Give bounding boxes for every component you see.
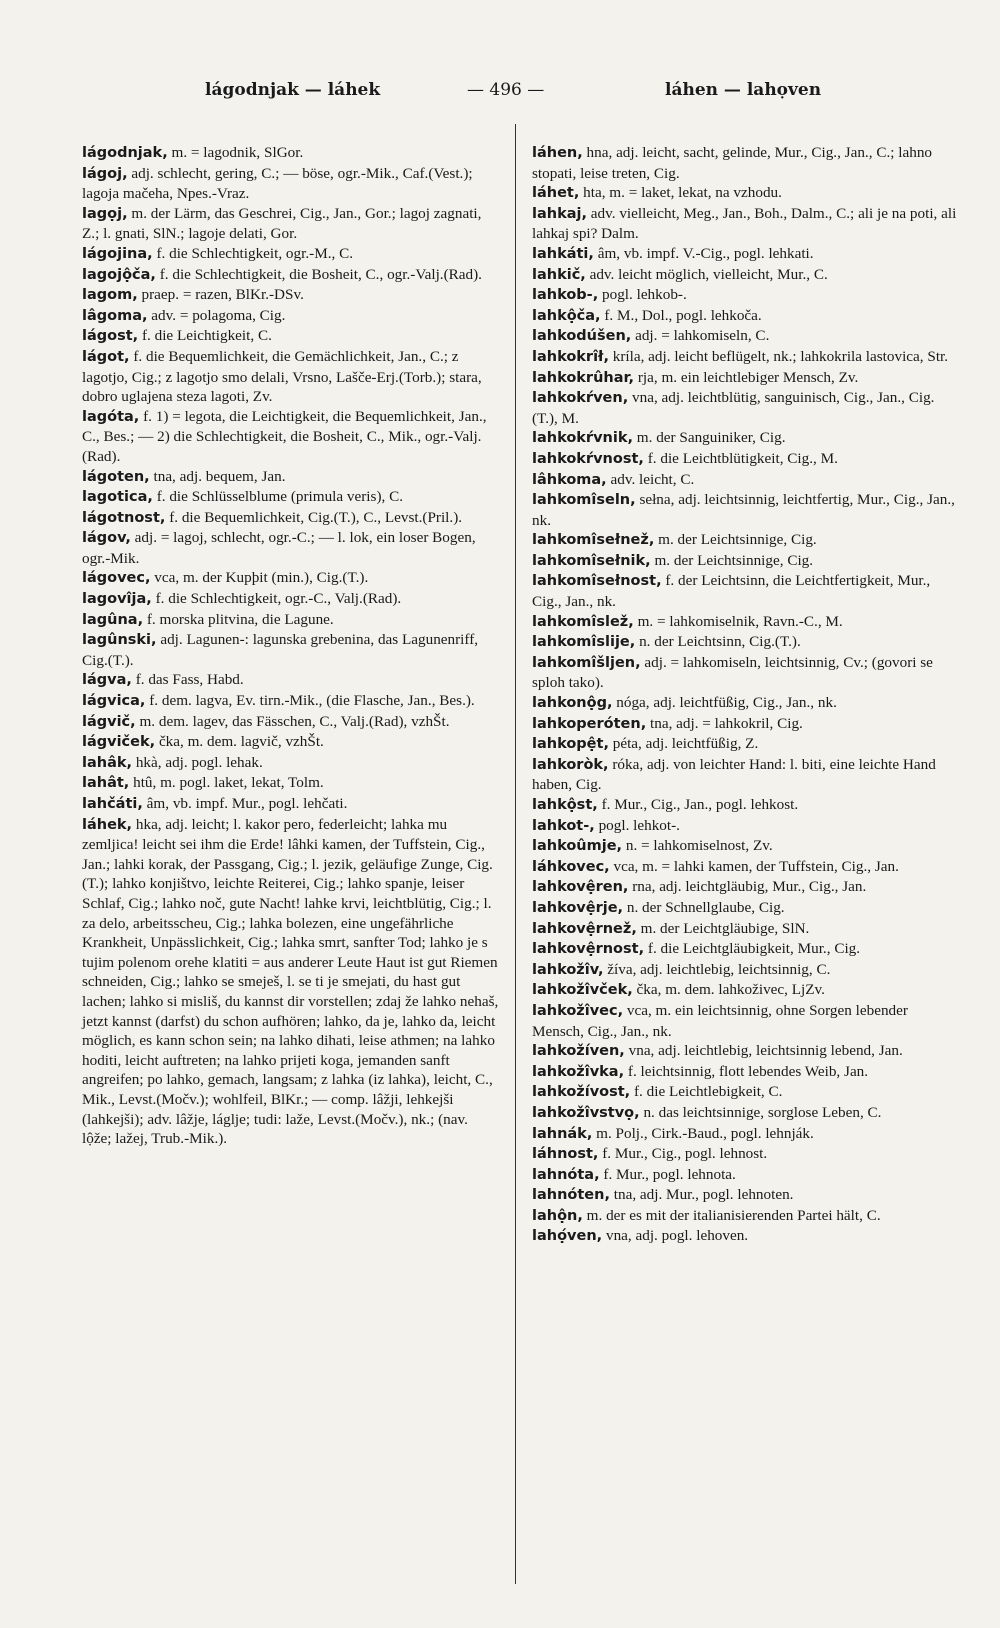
entry-definition: f. Mur., pogl. lehnota.: [599, 1165, 736, 1183]
headword: lahkoperóten,: [532, 715, 647, 732]
dictionary-entry: [532, 1206, 957, 1227]
entry-definition: vna, adj. leichtblütig, sanguinisch, Cig., Jan., Cig.(T.), M.: [532, 389, 935, 427]
dictionary-entry: [82, 712, 500, 733]
headword: lahkomîsełnik,: [532, 552, 651, 569]
headword: lágodnjak,: [82, 145, 168, 161]
entry-definition: hkà, adj. pogl. lehak.: [132, 753, 263, 771]
dictionary-entry: [532, 265, 957, 286]
headword: lahkomîsełnost,: [532, 573, 662, 590]
entry-definition: rna, adj. leichtgläubig, Mur., Cig., Jan.: [628, 878, 867, 896]
entry-definition: tna, adj. bequem, Jan.: [149, 467, 286, 485]
headword: lahkovệren,: [532, 879, 629, 896]
headword: lahât,: [82, 775, 130, 792]
dictionary-entry: [532, 1144, 957, 1165]
headword: lahkomîšljen,: [532, 654, 641, 671]
page-header: [205, 80, 835, 106]
headword: lágvič,: [82, 713, 136, 730]
entry-definition: f. der Leichtsinn, die Leichtfertigkeit, Mur., Cig., Jan., nk.: [532, 572, 931, 611]
entry-definition: hna, adj. leicht, sacht, gelinde, Mur., Cig., Jan., C.; lahno stopati, leise treten, Cig.: [532, 144, 933, 182]
dictionary-entry: [532, 388, 957, 428]
dictionary-entry: [82, 306, 500, 327]
dictionary-entry: [532, 1226, 957, 1247]
entry-definition: f. die Schlechtigkeit, die Bosheit, C., ogr.-Valj.(Rad).: [155, 265, 482, 283]
dictionary-entry: [532, 530, 957, 551]
entry-definition: n. das leichtsinnige, sorglose Leben, C.: [639, 1103, 882, 1121]
entry-definition: adv. = polagoma, Cig.: [147, 306, 286, 324]
headword: lagotica,: [82, 489, 153, 506]
dictionary-entry: [82, 630, 500, 670]
headword: lahkot-,: [532, 817, 595, 834]
headword: láhet,: [532, 185, 580, 202]
headword: lagûnski,: [82, 632, 157, 649]
entry-definition: f. morska plitvina, die Lagune.: [143, 610, 334, 628]
dictionary-entry: [532, 653, 957, 693]
entry-definition: čka, m. dem. lagvič, vzhŠt.: [155, 733, 324, 751]
entry-definition: f. Mur., Cig., pogl. lehnost.: [598, 1145, 768, 1163]
column-divider: [515, 124, 516, 1584]
entry-definition: f. Mur., Cig., Jan., pogl. lehkost.: [597, 796, 799, 813]
entry-definition: adj. Lagunen-: lagunska grebenina, das Lagunenriff, Cig.(T.).: [82, 631, 479, 669]
headword: lágovec,: [82, 570, 151, 587]
headword: láhen,: [532, 145, 583, 161]
page-number: — 496 —: [467, 80, 545, 100]
dictionary-entry: [532, 285, 957, 306]
headword: lahkovệrnost,: [532, 941, 645, 958]
headword: lâgoma,: [82, 307, 148, 324]
headword: lahkomîseln,: [532, 492, 636, 509]
entry-definition: m. der Leichtsinnige, Cig.: [650, 551, 814, 569]
headword: láhek,: [82, 816, 133, 833]
dictionary-entry: [532, 1082, 957, 1103]
headword: lagom,: [82, 287, 138, 304]
dictionary-entry: [82, 326, 500, 347]
dictionary-entry: [532, 734, 957, 755]
headword: lahkovệrnež,: [532, 920, 637, 937]
headword: lágoten,: [82, 468, 150, 485]
dictionary-entry: [82, 732, 500, 753]
entry-definition: f. das Fass, Habd.: [131, 671, 244, 689]
headword: lahkonộg,: [532, 695, 613, 712]
dictionary-entry: [532, 1165, 957, 1186]
entry-definition: f. die Leichtlebigkeit, C.: [630, 1083, 783, 1101]
headword: lagọj,: [82, 205, 128, 222]
entry-definition: adv. leicht, C.: [606, 470, 695, 488]
entry-definition: m. der es mit der italianisierenden Partei hält, C.: [582, 1206, 881, 1224]
left-column: [82, 143, 500, 1149]
headword: lagûna,: [82, 611, 144, 628]
headword: lahkodúšen,: [532, 328, 632, 345]
entry-definition: f. M., Dol., pogl. lehkoča.: [600, 306, 762, 324]
entry-definition: vca, m. ein leichtsinnig, ohne Sorgen lebender Mensch, Cig., Jan., nk.: [532, 1001, 908, 1040]
entry-definition: adj. schlecht, gering, C.; — böse, ogr.-Mik., Caf.(Vest.); lagoja mačeha, Npes.-Vraz.: [82, 164, 473, 203]
headword: lahkožîvka,: [532, 1063, 625, 1080]
entry-definition: m. der Sanguiniker, Cig.: [632, 429, 786, 447]
headword: láhnost,: [532, 1146, 599, 1163]
headword: lahkoûmje,: [532, 838, 623, 855]
entry-definition: čka, m. dem. lahkoživec, LjZv.: [632, 981, 825, 999]
headword: lahkomîslije,: [532, 634, 636, 651]
header-right-guide-words: láhen — lahọven: [665, 80, 822, 100]
dictionary-entry: [532, 244, 957, 265]
headword: lahkokŕvnost,: [532, 450, 644, 467]
headword: lágoj,: [82, 165, 128, 182]
entry-definition: vca, m. = lahki kamen, der Tuffstein, Cig., Jan.: [609, 857, 899, 875]
entry-definition: sełna, adj. leichtsinnig, leichtfertig, Mur., Cig., Jan., nk.: [532, 491, 955, 529]
entry-definition: f. die Leichtgläubigkeit, Mur., Cig.: [644, 940, 861, 958]
dictionary-entry: [532, 939, 957, 960]
headword: lagojộča,: [82, 266, 156, 283]
dictionary-entry: [82, 204, 500, 244]
dictionary-entry: [532, 490, 957, 530]
entry-definition: f. die Bequemlichkeit, die Gemächlichkeit, Jan., C.; z lagotjo, Cig.; z lagotjo smo delali, Vrsno, Lašče-Erj.(Torb.); stara, dobro uglajena steza lagoti, Zv.: [82, 347, 482, 406]
entry-definition: m. der Leichtsinnige, Cig.: [654, 531, 817, 549]
dictionary-entry: [532, 795, 957, 816]
dictionary-entry: [532, 368, 957, 389]
entry-definition: vca, m. der Kupþit (min.), Cig.(T.).: [150, 569, 369, 587]
headword: lahkožîvec,: [532, 1002, 624, 1019]
headword: lahkộst,: [532, 797, 598, 813]
entry-definition: m. der Lärm, das Geschrei, Cig., Jan., Gor.; lagoj zagnati, Z.; l. gnati, SlN.; lagoje delati, Gor.: [82, 204, 482, 243]
dictionary-entry: [532, 306, 957, 327]
dictionary-entry: [532, 1041, 957, 1062]
entry-definition: kríla, adj. leicht beflügelt, nk.; lahkokrila lastovica, Str.: [608, 347, 949, 365]
headword: lahkokrûhar,: [532, 369, 635, 386]
entry-definition: tna, adj. = lahkokril, Cig.: [646, 714, 803, 732]
headword: lágov,: [82, 530, 131, 547]
headword: lagóta,: [82, 408, 140, 425]
entry-definition: f. die Bequemlichkeit, Cig.(T.), C., Levst.(Pril.).: [165, 508, 463, 526]
entry-definition: m. der Leichtgläubige, SlN.: [636, 919, 810, 937]
headword: lahọ́ven,: [532, 1228, 603, 1245]
dictionary-entry: [82, 794, 500, 815]
dictionary-entry: [82, 164, 500, 204]
dictionary-entry: [532, 1185, 957, 1206]
dictionary-entry: [532, 326, 957, 347]
headword: lahnóten,: [532, 1187, 610, 1204]
dictionary-entry: [82, 589, 500, 610]
entry-definition: n. = lahkomiselnost, Zv.: [622, 837, 773, 855]
dictionary-entry: [82, 670, 500, 691]
entry-definition: f. die Leichtblütigkeit, Cig., M.: [643, 449, 838, 467]
entry-definition: adj. = lagoj, schlecht, ogr.-C.; — l. lok, ein loser Bogen, ogr.-Mik.: [82, 529, 476, 567]
dictionary-entry: [532, 204, 957, 244]
dictionary-entry: [532, 612, 957, 633]
headword: lágva,: [82, 672, 132, 689]
dictionary-entry: [82, 347, 500, 407]
dictionary-entry: [82, 610, 500, 631]
headword: lahkopệt,: [532, 736, 609, 753]
dictionary-entry: [82, 244, 500, 265]
dictionary-entry: [532, 470, 957, 491]
headword: lahộn,: [532, 1207, 583, 1224]
dictionary-entry: [532, 183, 957, 204]
entry-definition: adv. leicht möglich, vielleicht, Mur., C.: [585, 265, 828, 283]
headword: lahkomîsełnež,: [532, 532, 655, 549]
headword: lahkộča,: [532, 307, 601, 324]
dictionary-entry: [532, 1124, 957, 1145]
entry-definition: pogl. lehkob-.: [598, 286, 687, 304]
dictionary-entry: [82, 528, 500, 568]
headword: lahkob-,: [532, 287, 599, 304]
entry-definition: nóga, adj. leichtfüßig, Cig., Jan., nk.: [612, 694, 837, 712]
entry-definition: rja, m. ein leichtlebiger Mensch, Zv.: [634, 368, 859, 386]
entry-definition: htû, m. pogl. laket, lekat, Tolm.: [129, 774, 324, 792]
header-left-guide-words: lágodnjak — láhek: [205, 80, 381, 100]
dictionary-entry: [532, 919, 957, 940]
headword: lahkokŕvnik,: [532, 430, 633, 447]
dictionary-entry: [532, 714, 957, 735]
headword: lágojina,: [82, 245, 153, 262]
headword: lahkožîvček,: [532, 982, 633, 999]
entry-definition: n. der Leichtsinn, Cig.(T.).: [635, 633, 801, 651]
dictionary-entry: [82, 265, 500, 286]
entry-definition: adj. = lahkomiseln, C.: [631, 327, 770, 345]
entry-definition: adj. = lahkomiseln, leichtsinnig, Cv.; (govori se sploh tako).: [532, 653, 933, 692]
dictionary-entry: [532, 960, 957, 981]
headword: lahkožíven,: [532, 1043, 625, 1060]
dictionary-entry: [82, 568, 500, 589]
entry-definition: f. die Schlüsselblume (primula veris), C.: [152, 488, 404, 506]
headword: lâhkoma,: [532, 471, 607, 488]
headword: láhkovec,: [532, 858, 610, 875]
entry-definition: praep. = razen, BlKr.-DSv.: [137, 286, 304, 304]
dictionary-entry: [532, 857, 957, 878]
entry-definition: f. die Leichtigkeit, C.: [138, 327, 272, 345]
headword: lágot,: [82, 348, 130, 365]
dictionary-entry: [532, 877, 957, 898]
entry-definition: m. = lagodnik, SlGor.: [167, 144, 304, 161]
entry-definition: f. 1) = legota, die Leichtigkeit, die Bequemlichkeit, Jan., C., Bes.; — 2) die Schlechtigkeit, die Bosheit, C., Mik., ogr.-Valj.(Rad).: [82, 407, 487, 465]
entry-definition: f. leichtsinnig, flott lebendes Weib, Jan.: [624, 1062, 869, 1080]
headword: lagovîja,: [82, 591, 152, 608]
entry-definition: âm, vb. impf. Mur., pogl. lehčati.: [142, 795, 348, 812]
right-column: [532, 143, 957, 1247]
dictionary-entry: [532, 143, 957, 183]
dictionary-entry: [532, 693, 957, 714]
headword: lágost,: [82, 328, 139, 345]
headword: lahkokŕven,: [532, 390, 629, 407]
entry-definition: n. der Schnellglaube, Cig.: [623, 898, 785, 916]
entry-definition: hta, m. = laket, lekat, na vzhodu.: [579, 184, 782, 202]
headword: lahnóta,: [532, 1166, 600, 1183]
entry-definition: pogl. lehkot-.: [594, 816, 680, 834]
dictionary-entry: [532, 1062, 957, 1083]
dictionary-entry: [532, 755, 957, 795]
dictionary-entry: [532, 551, 957, 572]
entry-definition: žíva, adj. leichtlebig, leichtsinnig, C.: [603, 960, 831, 978]
entry-definition: péta, adj. leichtfüßig, Z.: [608, 735, 759, 753]
entry-definition: f. die Schlechtigkeit, ogr.-C., Valj.(Rad).: [151, 590, 402, 608]
dictionary-entry: [82, 407, 500, 467]
dictionary-entry: [532, 1103, 957, 1124]
dictionary-entry: [532, 428, 957, 449]
headword: lahâk,: [82, 754, 133, 771]
dictionary-entry: [82, 508, 500, 529]
entry-definition: m. = lahkomiselnik, Ravn.-C., M.: [633, 612, 843, 630]
dictionary-entry: [532, 571, 957, 611]
dictionary-entry: [532, 836, 957, 857]
headword: lágviček,: [82, 734, 156, 751]
headword: lahkožîv,: [532, 961, 604, 978]
entry-definition: vna, adj. pogl. lehoven.: [602, 1227, 749, 1245]
dictionary-entry: [532, 1001, 957, 1041]
dictionary-entry: [82, 467, 500, 488]
dictionary-entry: [532, 632, 957, 653]
entry-definition: m. Polj., Cirk.-Baud., pogl. lehnják.: [592, 1124, 814, 1142]
entry-definition: âm, vb. impf. V.-Cig., pogl. lehkati.: [593, 244, 814, 262]
headword: lahkaj,: [532, 205, 587, 222]
headword: lahkič,: [532, 266, 586, 283]
dictionary-entry: [82, 487, 500, 508]
dictionary-entry: [82, 285, 500, 306]
dictionary-entry: [532, 449, 957, 470]
entry-definition: vna, adj. leichtlebig, leichtsinnig lebend, Jan.: [624, 1042, 903, 1060]
dictionary-entry: [82, 815, 500, 1149]
headword: lágotnost,: [82, 509, 166, 526]
headword: lágvica,: [82, 693, 146, 710]
headword: lahčáti,: [82, 796, 143, 812]
headword: lahkoròk,: [532, 756, 609, 773]
headword: lahkovệrje,: [532, 899, 624, 916]
headword: lahkožívost,: [532, 1084, 631, 1101]
entry-definition: hka, adj. leicht; l. kakor pero, federleicht; lahka mu zemljica! leicht sei ihm die Erde! lâhki kamen, der Tuffstein, Cig., Jan.; lahki korak, der Passgang, Cig.; l. jezik, geläufige Zunge, Cig.(T.); lahko konjištvo, leichte Reiterei, Cig.; lahko spanje, leiser Schlaf, Cig.; lahko noč, gute Nacht! lahke krvi, leichtblütig, Cig.; l. za delo, arbeitsscheu, Cig.; lahka bolezen, eine ungefährliche Krankheit, Unpässlichkeit, Cig.; lahka smrt, sanfter Tod; lahko je s tujim polenom orehe klatiti = aus anderer Leute Haut ist gut Riemen schneiden, Cig.; lahko se smeješ, l. se ti je smejati, du hast gut lachen; lahko si misliš, du kannst dir vorstellen; zdaj že lahko nehaš, jetzt kannst (darfst) du schon aufhören; lahko, da je, lahko da, leicht möglich, es kann schon sein; na lahko dihati, leise athmen; na lahko hoditi, leicht auftreten; na lahko prijeti koga, jemanden sanft angreifen; po lahko, gemach, langsam; z lahka (iz lahka), leicht, C., Mik., Levst.(Močv.); wohlfeil, BlKr.; — comp. lâžji, lehkejši (lahkejši); adv. lâžje, láglje; tudi: laže, Levst.(Močv.), nk.; (nav. lộže; lažej, Trub.-Mik.).: [82, 815, 499, 1148]
entry-definition: adv. vielleicht, Meg., Jan., Boh., Dalm., C.; ali je na poti, ali lahkaj spi? Dalm.: [532, 204, 957, 243]
headword: lahkožîvstvọ,: [532, 1104, 640, 1121]
dictionary-entry: [82, 773, 500, 794]
headword: lahnák,: [532, 1125, 593, 1142]
entry-definition: m. dem. lagev, das Fässchen, C., Valj.(Rad), vzhŠt.: [135, 712, 450, 730]
entry-definition: f. dem. lagva, Ev. tirn.-Mik., (die Flasche, Jan., Bes.).: [145, 692, 475, 710]
dictionary-entry: [82, 143, 500, 164]
dictionary-entry: [82, 691, 500, 712]
entry-definition: f. die Schlechtigkeit, ogr.-M., C.: [152, 244, 354, 262]
dictionary-entry: [532, 347, 957, 368]
dictionary-entry: [532, 898, 957, 919]
headword: lahkáti,: [532, 245, 594, 262]
entry-definition: róka, adj. von leichter Hand: l. biti, eine leichte Hand haben, Cig.: [532, 755, 936, 794]
dictionary-entry: [82, 753, 500, 774]
dictionary-entry: [532, 980, 957, 1001]
headword: lahkomîslež,: [532, 613, 634, 630]
dictionary-entry: [532, 816, 957, 837]
headword: lahkokrîł,: [532, 348, 609, 365]
entry-definition: tna, adj. Mur., pogl. lehnoten.: [609, 1186, 794, 1204]
